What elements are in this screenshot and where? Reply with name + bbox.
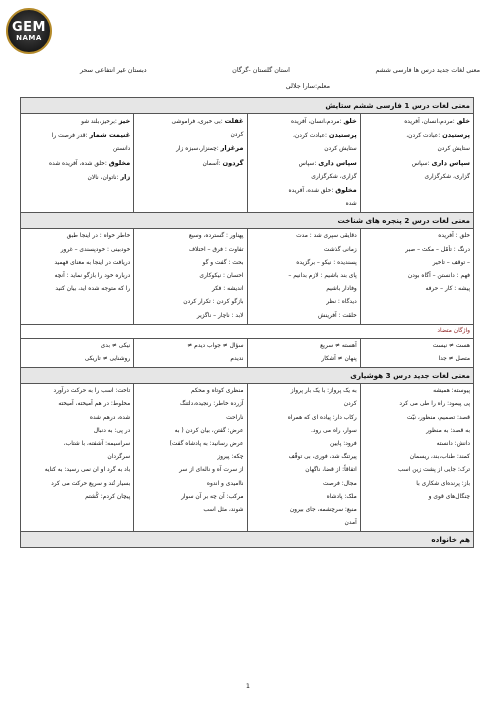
vocab-line xyxy=(24,464,130,477)
vocab-text: کمند: طناب،بند، ریسمان xyxy=(409,454,470,461)
section-header xyxy=(21,368,474,384)
vocab-text: قصد: تصمیم، منظور، نیّت xyxy=(406,414,470,421)
vocab-line xyxy=(251,517,357,530)
vocab-line xyxy=(137,385,243,398)
vocab-cell xyxy=(21,338,134,367)
section-header xyxy=(21,98,474,114)
vocab-line xyxy=(137,353,243,366)
vocab-line xyxy=(251,398,357,411)
vocab-text: :مردم،انسان، آفریده xyxy=(404,119,457,125)
vocab-term: پرستیدن xyxy=(328,131,357,140)
vocab-line xyxy=(364,283,470,296)
vocab-text: سراسیمه: آشفته، با شتاب، xyxy=(63,441,131,448)
vocab-line xyxy=(251,353,357,366)
vocab-line xyxy=(251,425,357,438)
vocab-text: :سپاس xyxy=(411,160,432,167)
vocab-line xyxy=(251,451,357,464)
vocab-text: خودبینی : خودپسندی – غرور xyxy=(60,246,131,253)
vocab-text: :خلق شده، آفریده شده xyxy=(49,160,109,167)
section-title: معنی لغات جدید درس 3 هوشیاری xyxy=(21,368,474,384)
vocab-text: گزاری، شکرگزاری xyxy=(311,173,357,180)
header-school: دبستان غیر انتفاعی سحر xyxy=(80,66,147,74)
vocab-line xyxy=(137,438,243,451)
section-content-row xyxy=(21,384,474,532)
vocab-line xyxy=(251,244,357,257)
vocab-line xyxy=(364,353,470,366)
vocab-text: :سپاس xyxy=(298,160,319,167)
vocab-line xyxy=(137,129,243,142)
vocab-text: روشنایی ≠ تاریکی xyxy=(84,356,131,363)
vocab-line xyxy=(137,257,243,270)
vocab-text: نیکی ≠ بدی xyxy=(100,342,131,349)
vocab-line xyxy=(24,143,130,156)
vocab-text: عرض: گفتن، بیان کردن ( به xyxy=(174,427,244,434)
vocab-text: ستایش کردن xyxy=(324,146,357,153)
vocab-text: چکه: پیروز xyxy=(217,454,244,461)
vocab-text: :مردم،انسان، آفریده xyxy=(290,119,344,125)
vocab-line xyxy=(24,270,130,283)
vocab-line xyxy=(364,464,470,477)
vocab-text: بازگو کردن : تکرار کردن xyxy=(183,299,244,306)
vocab-cell xyxy=(21,114,134,213)
vocab-line xyxy=(24,171,130,185)
vocab-line xyxy=(24,491,130,504)
vocab-line xyxy=(364,425,470,438)
section-title: معنی لغات درس 1 فارسی ششم ستایش xyxy=(21,98,474,114)
vocab-line xyxy=(24,353,130,366)
header-province: استان گلستان -گرگان xyxy=(232,66,290,74)
section-title: معنی لغات درس 2 پنجره های شناخت xyxy=(21,213,474,229)
section-content-row xyxy=(21,338,474,367)
vocab-text: فرود: پایین xyxy=(330,441,357,448)
vocab-text: ناامیدی و اندوه xyxy=(206,480,244,487)
vocab-text: پیوسته: همیشه xyxy=(433,388,470,395)
vocab-cell xyxy=(247,229,360,324)
vocab-text: ملک: پادشاه xyxy=(326,493,357,500)
vocab-line xyxy=(364,412,470,425)
vocab-term: خلق xyxy=(456,117,470,125)
vocab-text: تاخت: اسب را به حرکت درآورد xyxy=(53,388,131,395)
vocab-text: را که متوجه شده اید، بیان کنید xyxy=(55,286,131,293)
vocab-line xyxy=(24,244,130,257)
vocab-line xyxy=(24,283,130,296)
vocab-text: پنهان ≠ آشکار xyxy=(321,356,357,363)
vocab-text: چنگال‌های قوی و xyxy=(428,493,470,500)
vocab-line xyxy=(251,478,357,491)
vocab-text: فهم : دانستن – آگاه بودن xyxy=(407,273,470,280)
vocab-line xyxy=(24,157,130,171)
vocab-line xyxy=(251,412,357,425)
vocab-term: زار xyxy=(120,172,131,181)
vocab-text: خلقت : آفرینش xyxy=(318,312,357,319)
vocab-text: منبع: سرچشمه، جای بیرون xyxy=(289,507,357,514)
vocab-line xyxy=(24,425,130,438)
vocab-line xyxy=(251,464,357,477)
vocab-line xyxy=(137,478,243,491)
vocab-text: :عبادت کردن، xyxy=(292,133,329,140)
vocab-line xyxy=(251,283,357,296)
vocab-cell xyxy=(134,384,247,532)
vocab-text: مخلوط: در هم آمیخته، آمیخته xyxy=(58,401,131,408)
vocab-text: به قصد: به منظور xyxy=(426,427,470,434)
vocab-text: دریافت در اینجا به معنای فهمید xyxy=(54,259,131,266)
vocab-text: پیشه : کار – حرفه xyxy=(425,286,470,293)
vocab-text: رکاب دار: پیاده ای که همراه xyxy=(287,414,357,421)
vocab-line xyxy=(137,425,243,438)
vocab-line xyxy=(364,244,470,257)
vocab-line xyxy=(251,340,357,353)
vocab-line xyxy=(251,143,357,156)
vocab-cell xyxy=(21,229,134,324)
vocab-text: دقایقی سپری شد : مدت xyxy=(296,233,357,240)
page-number: 1 xyxy=(245,682,251,690)
vocab-line xyxy=(251,184,357,198)
vocab-text: :برخیز،بلند شو xyxy=(81,119,119,125)
vocab-text: کردن xyxy=(343,401,357,408)
vocab-text: باز: پرنده‌ای شکاری با xyxy=(416,480,470,487)
vocab-line xyxy=(364,478,470,491)
vocab-line xyxy=(137,340,243,353)
vocab-term: سپاس داری xyxy=(318,158,357,167)
vocab-text: ترک: جایی از پشت زین اسب xyxy=(398,467,470,474)
vocab-term: مخلوق xyxy=(335,186,357,195)
vocab-line xyxy=(24,129,130,143)
vocab-line xyxy=(137,115,243,129)
vocab-text: آمدن xyxy=(344,520,357,527)
vocab-cell xyxy=(134,229,247,324)
section-content-row xyxy=(21,114,474,213)
logo-text-top: GEM xyxy=(12,19,46,35)
logo xyxy=(6,8,52,54)
page-header xyxy=(80,66,480,90)
vocab-line xyxy=(251,438,357,451)
vocab-line xyxy=(137,412,243,425)
vocab-text: سوار، راه می رود. xyxy=(310,427,357,434)
vocab-text: درباره خود را بازگو نماید : آنچه xyxy=(54,273,131,280)
vocab-line xyxy=(137,270,243,283)
vocab-line xyxy=(251,257,357,270)
vocab-text: وفادار باشیم xyxy=(326,286,357,293)
vocab-text: پی پیمود: راه را طی می کرد xyxy=(399,401,470,408)
vocab-text: هست ≠ نیست xyxy=(432,342,470,349)
vocab-text: آهسته ≠ سریع xyxy=(320,342,357,349)
vocab-text: مجال: فرصت xyxy=(323,480,357,487)
vocab-line xyxy=(364,270,470,283)
vocab-line xyxy=(24,398,130,411)
vocab-line xyxy=(24,438,130,451)
vocab-term: غنیمت شمار xyxy=(89,131,131,140)
vocab-line xyxy=(364,340,470,353)
vocab-text: دانش: دانسته xyxy=(436,441,470,448)
vocab-term: سپاس داری xyxy=(431,158,470,167)
vocab-cell xyxy=(247,114,360,213)
header-title: معنی لغات جدید درس ها فارسی ششم xyxy=(375,66,480,74)
vocab-line xyxy=(364,438,470,451)
vocab-text: خاطر خواه : در اینجا طبق xyxy=(66,233,131,240)
vocab-line xyxy=(24,230,130,243)
vocab-line xyxy=(251,230,357,243)
vocab-text: کردن xyxy=(230,132,244,139)
vocab-text: باد به گرد او ان نمی رسید: به کنایه xyxy=(44,467,131,474)
header-teacher: معلم:سارا جلالی xyxy=(285,82,330,90)
vocab-text: پیچان کردم: کُشتم xyxy=(85,493,131,500)
vocab-line xyxy=(364,115,470,129)
vocab-cell xyxy=(360,384,473,532)
vocab-line xyxy=(251,171,357,184)
vocab-text: دیدگاه : نظر xyxy=(326,299,357,306)
vocab-term: مخلوق xyxy=(108,158,131,167)
vocab-line xyxy=(137,142,243,156)
vocab-text: متصل ≠ جدا xyxy=(438,356,470,363)
vocab-cell xyxy=(134,114,247,213)
section-subheader xyxy=(21,324,474,338)
vocab-line xyxy=(137,157,243,171)
vocab-text: :قدر فرصت را xyxy=(51,133,90,140)
vocab-line xyxy=(24,340,130,353)
vocab-text: شوند، مثل اسب xyxy=(203,507,244,514)
vocab-text: عرض رسانید: به پادشاه گفت) xyxy=(169,441,244,448)
vocab-line xyxy=(137,310,243,323)
vocab-text: پسندیده : نیکو – برگزیده xyxy=(296,259,357,266)
vocab-cell xyxy=(134,338,247,367)
vocab-line xyxy=(251,491,357,504)
vocab-text: پای بند باشیم : لازم بدانیم – xyxy=(288,273,357,280)
vocab-line xyxy=(24,412,130,425)
vocab-cell xyxy=(247,338,360,367)
vocab-line xyxy=(137,296,243,309)
vocab-line xyxy=(251,504,357,517)
vocab-text: در پی: به دنبال xyxy=(93,427,131,434)
vocab-text: :آسمان xyxy=(202,160,223,167)
vocab-text: سؤال ≠ جواب دیدم ≠ xyxy=(187,342,244,349)
vocab-line xyxy=(364,171,470,184)
vocab-line xyxy=(24,451,130,464)
vocab-term: خیز xyxy=(118,117,131,125)
vocab-term: خلق xyxy=(343,117,357,125)
vocab-text: – توقف – تاخیر xyxy=(432,259,470,266)
vocab-text: :خلق شده، آفریده xyxy=(288,188,336,195)
vocab-line xyxy=(251,198,357,211)
section-content-row xyxy=(21,229,474,324)
section-title: هم خانواده xyxy=(21,532,474,548)
vocab-text: شده xyxy=(345,201,357,208)
vocab-text: تفاوت : فرق – اختلاف xyxy=(188,246,244,253)
vocab-line xyxy=(137,464,243,477)
vocab-line xyxy=(364,491,470,504)
vocab-text: دانستن xyxy=(112,146,131,153)
vocab-table xyxy=(20,97,474,548)
vocab-line xyxy=(251,385,357,398)
vocab-text: شده، درهم شده xyxy=(89,414,131,421)
vocab-text: :عبادت کردن، xyxy=(406,133,443,140)
vocab-text: لابد : ناچار – ناگزیر xyxy=(196,312,244,319)
section-header xyxy=(21,532,474,548)
vocab-line xyxy=(137,283,243,296)
vocab-text: :بی خبری، فراموشی xyxy=(171,119,225,125)
vocab-line xyxy=(137,230,243,243)
vocab-line xyxy=(137,491,243,504)
vocab-term: غفلت xyxy=(224,117,244,125)
vocab-line xyxy=(251,157,357,171)
vocab-line xyxy=(137,398,243,411)
section-header xyxy=(21,213,474,229)
vocab-line xyxy=(137,244,243,257)
vocab-text: ستایش کردن xyxy=(437,146,470,153)
vocab-text: گزاری، شکرگزاری xyxy=(424,173,470,180)
vocab-line xyxy=(364,385,470,398)
vocab-line xyxy=(364,257,470,270)
vocab-line xyxy=(251,270,357,283)
vocab-text: اندیشه : فکر xyxy=(212,286,244,293)
vocab-text: پهناور : گسترده، وسیع xyxy=(188,233,244,240)
vocab-line xyxy=(364,143,470,156)
vocab-term: گردون xyxy=(222,158,244,167)
vocab-text: سرگردان xyxy=(107,454,131,461)
vocab-line xyxy=(251,310,357,323)
vocab-text: از سرت آه و ناله‌ای از سر xyxy=(179,467,244,474)
vocab-line xyxy=(364,230,470,243)
vocab-line xyxy=(24,257,130,270)
vocab-text: ناراحت xyxy=(226,414,244,421)
vocab-text: آزرده خاطر: رنجیده،دلتنگ xyxy=(179,401,244,408)
vocab-cell xyxy=(247,384,360,532)
vocab-text: به یک پرواز: با یک بار پرواز xyxy=(290,388,357,395)
vocab-line xyxy=(137,451,243,464)
vocab-cell xyxy=(360,338,473,367)
vocab-line xyxy=(24,385,130,398)
vocab-line xyxy=(364,157,470,171)
vocab-text: :چمنزار،سبزه زار xyxy=(176,146,221,153)
vocab-text: اتفاقاً: از قضا، ناگهان xyxy=(305,467,357,474)
vocab-cell xyxy=(360,229,473,324)
vocab-cell xyxy=(21,384,134,532)
vocab-text: بسیار تُند و سریع حرکت می کرد xyxy=(51,480,131,487)
vocab-term: مرغزار xyxy=(220,144,244,153)
vocab-text: زمانی گذشت xyxy=(323,246,357,253)
vocab-line xyxy=(364,398,470,411)
vocab-line xyxy=(24,115,130,129)
vocab-line xyxy=(364,129,470,143)
vocab-text: پیرتنگ شد، فوری، بی توقّف xyxy=(288,454,357,461)
vocab-text: خلق : آفریده xyxy=(438,233,470,240)
vocab-text: ندیدم xyxy=(230,356,244,363)
vocab-text: مرکب: آن چه بر آن سوار xyxy=(181,493,244,500)
vocab-line xyxy=(24,478,130,491)
vocab-line xyxy=(251,129,357,143)
vocab-text: بحث : گفت و گو xyxy=(202,259,244,266)
vocab-line xyxy=(364,451,470,464)
vocab-line xyxy=(251,115,357,129)
vocab-text: :ناتوان، نالان xyxy=(87,174,121,181)
vocab-line xyxy=(137,504,243,517)
vocab-text: منظری کوتاه و محکم xyxy=(190,388,244,395)
vocab-term: پرستیدن xyxy=(442,131,470,140)
logo-text-bottom: NAMA xyxy=(16,33,42,42)
vocab-text: احسان : نیکوکاری xyxy=(199,273,244,280)
vocab-text: درنگ : تأمّل – مکث – صبر xyxy=(405,246,470,253)
section-subtitle: واژگان متضاد xyxy=(21,324,474,338)
vocab-line xyxy=(251,296,357,309)
vocab-cell xyxy=(360,114,473,213)
